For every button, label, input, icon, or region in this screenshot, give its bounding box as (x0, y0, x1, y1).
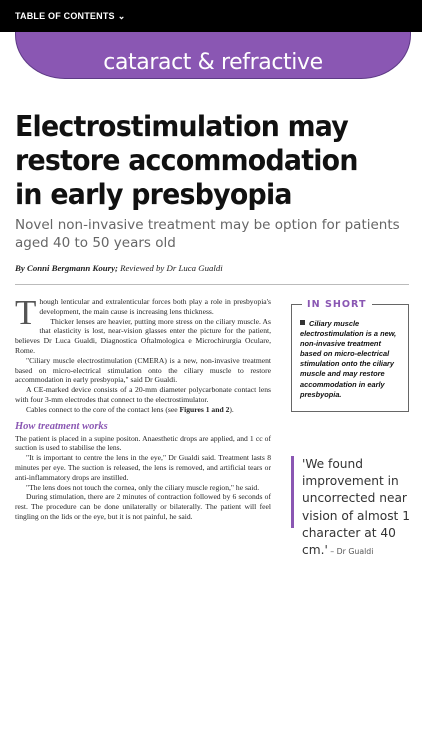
pull-quote-bar (291, 456, 294, 528)
byline (15, 263, 395, 273)
article-body (15, 293, 271, 522)
paragraph: The patient is placed in a supine positon. Anaesthetic drops are applied, and 1 cc of suction is used to stabilise the lens. (15, 433, 271, 453)
paragraph: "The lens does not touch the cornea, only the ciliary muscle region," he said. (26, 482, 260, 492)
paragraph: During stimulation, there are 2 minutes of contraction followed by 6 seconds of rest. The procedure can be done unilaterally or bilaterally. The patient will feel tingling on the lids or the eye, but it is not painful, he said. (15, 492, 271, 521)
paragraph: "It is important to centre the lens in the eye," Dr Gualdi said. Treatment lasts 8 minutes per eye. The suction is released, the lens is removed, and artificial tears or anti-inflammatory drops are instilled. (15, 453, 271, 482)
paragraph: "Ciliary muscle electrostimulation (CMERA) is a new, non-invasive treatment based on micro-electrical stimulation onto the ciliary muscle to restore accommodation in early presbyopia," said Dr Gualdi. (15, 355, 271, 385)
section-heading: How treatment works (15, 420, 108, 432)
blank-area (0, 564, 422, 750)
paragraph: Though lenticular and extralenticular forces both play a role in presbyopia's development, the main cause is increasing lens thickness. (15, 293, 271, 332)
section-title: cataract & refractive (103, 50, 323, 75)
toc-label: TABLE OF CONTENTS (15, 11, 115, 21)
pull-quote-text: 'We found improvement in uncorrected near vision of almost 1 character at 40 cm.' (302, 457, 410, 558)
byline-author: By Conni Bergmann Koury; (15, 263, 118, 273)
square-bullet-icon (300, 320, 305, 325)
drop-cap: T (15, 293, 37, 332)
paragraph: Cables connect to the core of the contact lens (see Figures 1 and 2). (26, 404, 234, 414)
article-subhead: Novel non-invasive treatment may be option for patients aged 40 to 50 years old (15, 217, 400, 251)
pull-quote (302, 456, 414, 560)
byline-reviewer: Reviewed by Dr Luca Gualdi (117, 263, 223, 273)
article-headline: Electrostimulation may restore accommodation in early presbyopia (15, 110, 358, 211)
pull-quote-attribution: – Dr Gualdi (327, 547, 374, 557)
figures-reference: Figures 1 and 2 (179, 404, 230, 414)
divider (15, 284, 409, 285)
in-short-title: IN SHORT (302, 299, 372, 310)
paragraph: Thicker lenses are heavier, putting more stress on the ciliary muscle. As that elasticity is lost, near-vision glasses enter the picture for the patient, believes Dr Luca Gualdi, Diagnostica Oftalmologica e Microchirurgia Oculare, Rome. (15, 316, 271, 355)
top-bar (0, 0, 422, 32)
chevron-down-icon: ⌄ (117, 11, 126, 21)
table-of-contents-button[interactable] (15, 11, 125, 22)
paragraph: A CE-marked device consists of a 20-mm diameter polycarbonate contact lens with four 3-mm electrodes that connect to the electrostimulator. (15, 385, 271, 404)
in-short-box (291, 299, 409, 412)
in-short-text: Ciliary muscle electrostimulation is a new, non-invasive treatment based on micro-electrical stimulation onto the ciliary muscle and may restore accommodation in early presbyopia. (300, 319, 397, 399)
